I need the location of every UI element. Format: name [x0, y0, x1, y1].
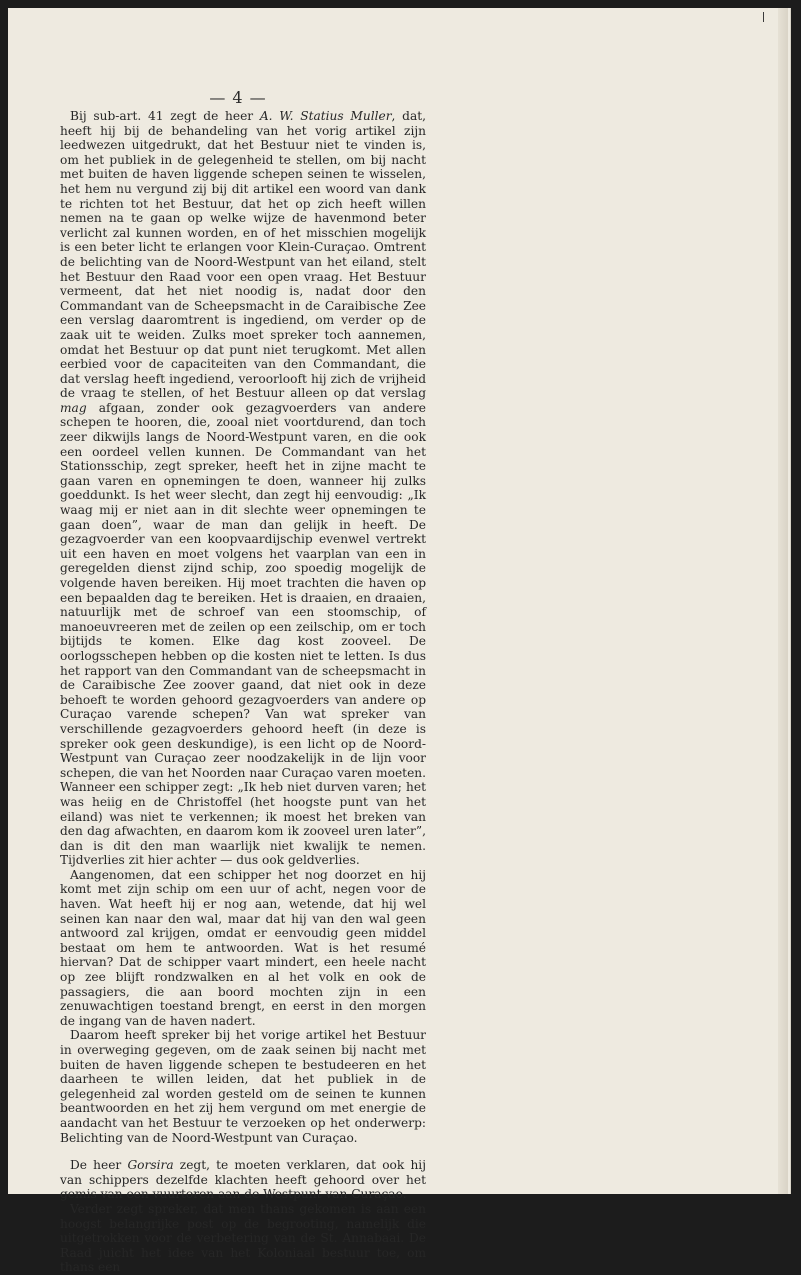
- speaker-name: Gorsira: [127, 1158, 174, 1173]
- speaker-name: A. W. Statius Muller: [259, 109, 392, 123]
- paragraph-gorsira: De heer Gorsira zegt, te moeten verklaren, dat ook hij van schippers dezelfde klachten heeft gehoord over het gemis van een vuurtoren aan de Westpunt van Curaçao.: [60, 1158, 426, 1202]
- paragraph-aangenomen: Aangenomen, dat een schipper het nog doorzet en hij komt met zijn schip om een uur of acht, negen voor de haven. Wat heeft hij er nog aan, wetende, dat hij wel seinen kan naar den wal, maar dat hij van den wal geen antwoord zal krijgen, omdat er eenvoudig geen middel bestaat om hem te antwoorden. Wat is het resumé hiervan? Dat de schipper vaart mindert, een heele nacht op zee blijft rondzwalken en al het volk en ook de passagiers, die aan boord mochten zijn in een zenuwachtigen toestand brengt, en eerst in den morgen de ingang van de haven nadert.: [60, 867, 426, 1028]
- paragraph-daarom: Daarom heeft spreker bij het vorige artikel het Bestuur in overweging gegeven, om de zaak seinen bij nacht met buiten de haven liggende schepen te bestudeeren en het daarheen te willen leiden, dat het publiek in de gelegenheid zal worden gesteld om de seinen te kunnen beantwoorden en het zij hem vergund om met energie de aandacht van het Bestuur te verzoeken op het onderwerp: Belichting van de Noord-Westpunt van Curaçao.: [60, 1028, 426, 1145]
- page-gutter: [778, 8, 788, 1194]
- body-text: [60, 109, 426, 1275]
- paragraph-statius-muller: Bij sub-art. 41 zegt de heer A. W. Statius Muller, dat, heeft hij bij de behandeling van het vorig artikel zijn leedwezen uitgedrukt, dat het Bestuur niet te vinden is, om het publiek in de gelegenheid te stellen, om bij nacht met buiten de haven liggende schepen seinen te wisselen, het hem nu vergund zij bij dit artikel een woord van dank te richten tot het Bestuur, dat het op zich heeft willen nemen na te gaan op welke wijze de havenmond beter verlicht zal kunnen worden, en of het misschien mogelijk is een beter licht te erlangen voor Klein-Curaçao. Omtrent de belichting van de Noord-Westpunt van het eiland, stelt het Bestuur den Raad voor een open vraag. Het Bestuur vermeent, dat het niet noodig is, nadat door den Commandant van de Scheepsmacht in de Caraibische Zee een verslag daaromtrent is ingediend, om verder op de zaak uit te weiden. Zulks moet spreker toch aannemen, omdat het Bestuur op dat punt niet terugkomt. Met allen eerbied voor de capaciteiten van den Commandant, die dat verslag heeft ingediend, veroorlooft hij zich de vrijheid de vraag te stellen, of het Bestuur alleen op dat verslag mag afgaan, zonder ook gezagvoerders van andere schepen te hooren, die, zooal niet voortdurend, dan toch zeer dikwijls langs de Noord-Westpunt varen, en die ook een oordeel vellen kunnen. De Commandant van het Stationsschip, zegt spreker, heeft het in zijne macht te gaan varen en opnemingen te doen, wanneer hij zulks goeddunkt. Is het weer slecht, dan zegt hij eenvoudig: „Ik waag mij er niet aan in dit slechte weer opnemingen te gaan doen”, waar de man dan gelijk in heeft. De gezagvoerder van een koopvaardijschip evenwel vertrekt uit een haven en moet volgens het vaarplan van een in geregelden dienst zijnd schip, zoo spoedig mogelijk de volgende haven bereiken. Hij moet trachten die haven op een bepaalden dag te bereiken. Het is draaien, en draaien, natuurlijk met de schroef van een stoomschip, of manoeuvreeren met de zeilen op een zeilschip, om er toch bijtijds te komen. Elke dag kost zooveel. De oorlogsschepen hebben op die kosten niet te letten. Is dus het rapport van den Commandant van de scheepsmacht in de Caraibische Zee zoover gaand, dat niet ook in deze behoeft te worden gehoord gezagvoerders van andere op Curaçao varende schepen? Van wat spreker van verschillende gezagvoerders gehoord heeft (in deze is spreker ook geen deskundige), is een licht op de Noord-Westpunt van Curaçao zeer noodzakelijk in de lijn voor schepen, die van het Noorden naar Curaçao varen moeten. Wanneer een schipper zegt: „Ik heb niet durven varen; het was heiig en de Christoffel (het hoogste punt van het eiland) was niet te verkennen; ik moest het breken van den dag afwachten, en daarom kom ik zooveel uren later”, dan is dit den man waarlijk niet kwalijk te nemen. Tijdverlies zit hier achter — dus ook geldverlies.: [60, 109, 426, 868]
- paragraph-verder: Verder zegt spreker, dat men thans gekomen is aan een hoogst belangrijke post op de begrooting, namelijk die uitgetrokken voor de verbetering van de St. Annabaai. De Raad juicht het idee van het Koloniaal bestuur toe, om thans een: [60, 1201, 426, 1275]
- crop-mark: [763, 12, 764, 22]
- emphasis-word: mag: [60, 400, 87, 415]
- document-page: [8, 8, 791, 1275]
- page-number: — 4 —: [209, 88, 267, 107]
